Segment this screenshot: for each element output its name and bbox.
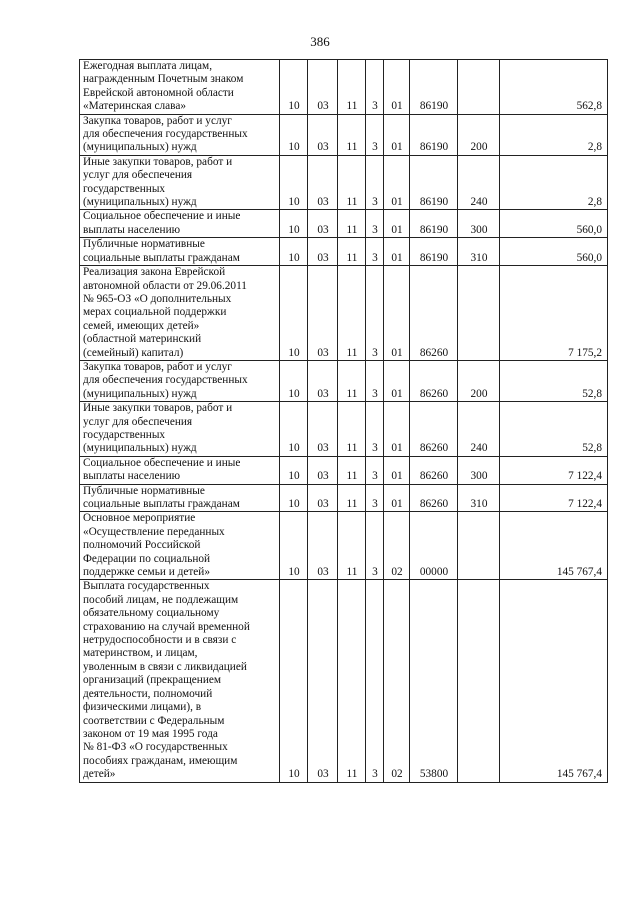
section-code-cell: 10 — [280, 580, 308, 782]
direction-code-cell: 86190 — [410, 114, 458, 155]
table-row — [80, 60, 608, 115]
direction-code-cell: 86190 — [410, 155, 458, 210]
section-code-cell: 10 — [280, 155, 308, 210]
expense-name-cell: Публичные нормативные социальные выплаты гражданам — [80, 484, 280, 512]
direction-code-cell: 86260 — [410, 402, 458, 457]
expense-name-cell: Социальное обеспечение и иные выплаты населению — [80, 210, 280, 238]
measure-code-cell: 01 — [384, 155, 410, 210]
expense-type-cell: 310 — [458, 238, 500, 266]
subsection-code-cell: 03 — [308, 155, 338, 210]
subsection-code-cell: 03 — [308, 266, 338, 361]
amount-cell: 562,8 — [500, 60, 608, 115]
subsection-code-cell: 03 — [308, 238, 338, 266]
expense-type-cell: 300 — [458, 456, 500, 484]
expense-type-cell — [458, 266, 500, 361]
section-code-cell: 10 — [280, 238, 308, 266]
program-code-cell: 11 — [338, 512, 366, 580]
subprogram-code-cell: 3 — [366, 155, 384, 210]
section-code-cell: 10 — [280, 266, 308, 361]
amount-cell: 560,0 — [500, 238, 608, 266]
amount-cell: 52,8 — [500, 402, 608, 457]
subprogram-code-cell: 3 — [366, 114, 384, 155]
direction-code-cell: 86190 — [410, 238, 458, 266]
table-row — [80, 360, 608, 401]
section-code-cell: 10 — [280, 210, 308, 238]
expense-type-cell — [458, 512, 500, 580]
subprogram-code-cell: 3 — [366, 238, 384, 266]
measure-code-cell: 01 — [384, 360, 410, 401]
measure-code-cell: 02 — [384, 512, 410, 580]
subsection-code-cell: 03 — [308, 402, 338, 457]
subsection-code-cell: 03 — [308, 580, 338, 782]
table-row — [80, 238, 608, 266]
subprogram-code-cell: 3 — [366, 266, 384, 361]
expense-type-cell: 310 — [458, 484, 500, 512]
amount-cell: 52,8 — [500, 360, 608, 401]
measure-code-cell: 01 — [384, 456, 410, 484]
direction-code-cell: 86190 — [410, 210, 458, 238]
expense-type-cell: 240 — [458, 402, 500, 457]
table-row — [80, 402, 608, 457]
expense-name-cell: Ежегодная выплата лицам, награжденным Почетным знаком Еврейской автономной области «Материнская слава» — [80, 60, 280, 115]
table-body — [80, 60, 608, 783]
expense-name-cell: Иные закупки товаров, работ и услуг для обеспечения государственных (муниципальных) нужд — [80, 402, 280, 457]
program-code-cell: 11 — [338, 114, 366, 155]
expense-name-cell: Реализация закона Еврейской автономной области от 29.06.2011 № 965-ОЗ «О дополнительных мерах социальной поддержки семей, имеющих детей» (областной материнский (семейный) капитал) — [80, 266, 280, 361]
expense-name-cell: Закупка товаров, работ и услуг для обеспечения государственных (муниципальных) нужд — [80, 114, 280, 155]
section-code-cell: 10 — [280, 60, 308, 115]
program-code-cell: 11 — [338, 360, 366, 401]
section-code-cell: 10 — [280, 402, 308, 457]
expense-type-cell — [458, 60, 500, 115]
expense-type-cell: 240 — [458, 155, 500, 210]
subsection-code-cell: 03 — [308, 512, 338, 580]
measure-code-cell: 01 — [384, 402, 410, 457]
program-code-cell: 11 — [338, 155, 366, 210]
section-code-cell: 10 — [280, 114, 308, 155]
expense-name-cell: Основное мероприятие «Осуществление переданных полномочий Российской Федерации по социальной поддержке семьи и детей» — [80, 512, 280, 580]
program-code-cell: 11 — [338, 210, 366, 238]
subsection-code-cell: 03 — [308, 360, 338, 401]
expense-name-cell: Социальное обеспечение и иные выплаты населению — [80, 456, 280, 484]
amount-cell: 7 122,4 — [500, 484, 608, 512]
program-code-cell: 11 — [338, 60, 366, 115]
amount-cell: 145 767,4 — [500, 580, 608, 782]
amount-cell: 2,8 — [500, 114, 608, 155]
direction-code-cell: 86260 — [410, 266, 458, 361]
direction-code-cell: 86260 — [410, 360, 458, 401]
amount-cell: 7 175,2 — [500, 266, 608, 361]
program-code-cell: 11 — [338, 238, 366, 266]
subsection-code-cell: 03 — [308, 210, 338, 238]
section-code-cell: 10 — [280, 512, 308, 580]
table-row — [80, 155, 608, 210]
section-code-cell: 10 — [280, 456, 308, 484]
amount-cell: 560,0 — [500, 210, 608, 238]
measure-code-cell: 01 — [384, 210, 410, 238]
direction-code-cell: 00000 — [410, 512, 458, 580]
section-code-cell: 10 — [280, 360, 308, 401]
expense-type-cell: 300 — [458, 210, 500, 238]
table-row — [80, 210, 608, 238]
subprogram-code-cell: 3 — [366, 360, 384, 401]
expense-type-cell: 200 — [458, 360, 500, 401]
subprogram-code-cell: 3 — [366, 402, 384, 457]
measure-code-cell: 02 — [384, 580, 410, 782]
expense-name-cell: Публичные нормативные социальные выплаты гражданам — [80, 238, 280, 266]
amount-cell: 7 122,4 — [500, 456, 608, 484]
table-row — [80, 484, 608, 512]
table-row — [80, 114, 608, 155]
section-code-cell: 10 — [280, 484, 308, 512]
subprogram-code-cell: 3 — [366, 580, 384, 782]
table-row — [80, 266, 608, 361]
measure-code-cell: 01 — [384, 60, 410, 115]
table-row — [80, 512, 608, 580]
table-row — [80, 456, 608, 484]
program-code-cell: 11 — [338, 456, 366, 484]
program-code-cell: 11 — [338, 402, 366, 457]
subprogram-code-cell: 3 — [366, 210, 384, 238]
subprogram-code-cell: 3 — [366, 512, 384, 580]
expense-type-cell — [458, 580, 500, 782]
measure-code-cell: 01 — [384, 266, 410, 361]
amount-cell: 145 767,4 — [500, 512, 608, 580]
expense-name-cell: Выплата государственных пособий лицам, не подлежащим обязательному социальному страхованию на случай временной нетрудоспособности и в связи с материнством, и лицам, уволенным в связи с ликвидацией организаций (прекращением деятельности, полномочий физическими лицами), в соответствии с Федеральным законом от 19 мая 1995 года № 81-ФЗ «О государственных пособиях гражданам, имеющим детей» — [80, 580, 280, 782]
direction-code-cell: 86260 — [410, 484, 458, 512]
subprogram-code-cell: 3 — [366, 484, 384, 512]
expense-type-cell: 200 — [458, 114, 500, 155]
expense-name-cell: Иные закупки товаров, работ и услуг для обеспечения государственных (муниципальных) нужд — [80, 155, 280, 210]
program-code-cell: 11 — [338, 484, 366, 512]
table-row — [80, 580, 608, 782]
measure-code-cell: 01 — [384, 114, 410, 155]
subprogram-code-cell: 3 — [366, 60, 384, 115]
amount-cell: 2,8 — [500, 155, 608, 210]
expense-name-cell: Закупка товаров, работ и услуг для обеспечения государственных (муниципальных) нужд — [80, 360, 280, 401]
subprogram-code-cell: 3 — [366, 456, 384, 484]
page-number: 386 — [310, 34, 330, 49]
subsection-code-cell: 03 — [308, 484, 338, 512]
subsection-code-cell: 03 — [308, 456, 338, 484]
subsection-code-cell: 03 — [308, 114, 338, 155]
subsection-code-cell: 03 — [308, 60, 338, 115]
program-code-cell: 11 — [338, 580, 366, 782]
direction-code-cell: 86190 — [410, 60, 458, 115]
budget-table — [79, 59, 608, 783]
direction-code-cell: 86260 — [410, 456, 458, 484]
measure-code-cell: 01 — [384, 484, 410, 512]
program-code-cell: 11 — [338, 266, 366, 361]
measure-code-cell: 01 — [384, 238, 410, 266]
direction-code-cell: 53800 — [410, 580, 458, 782]
